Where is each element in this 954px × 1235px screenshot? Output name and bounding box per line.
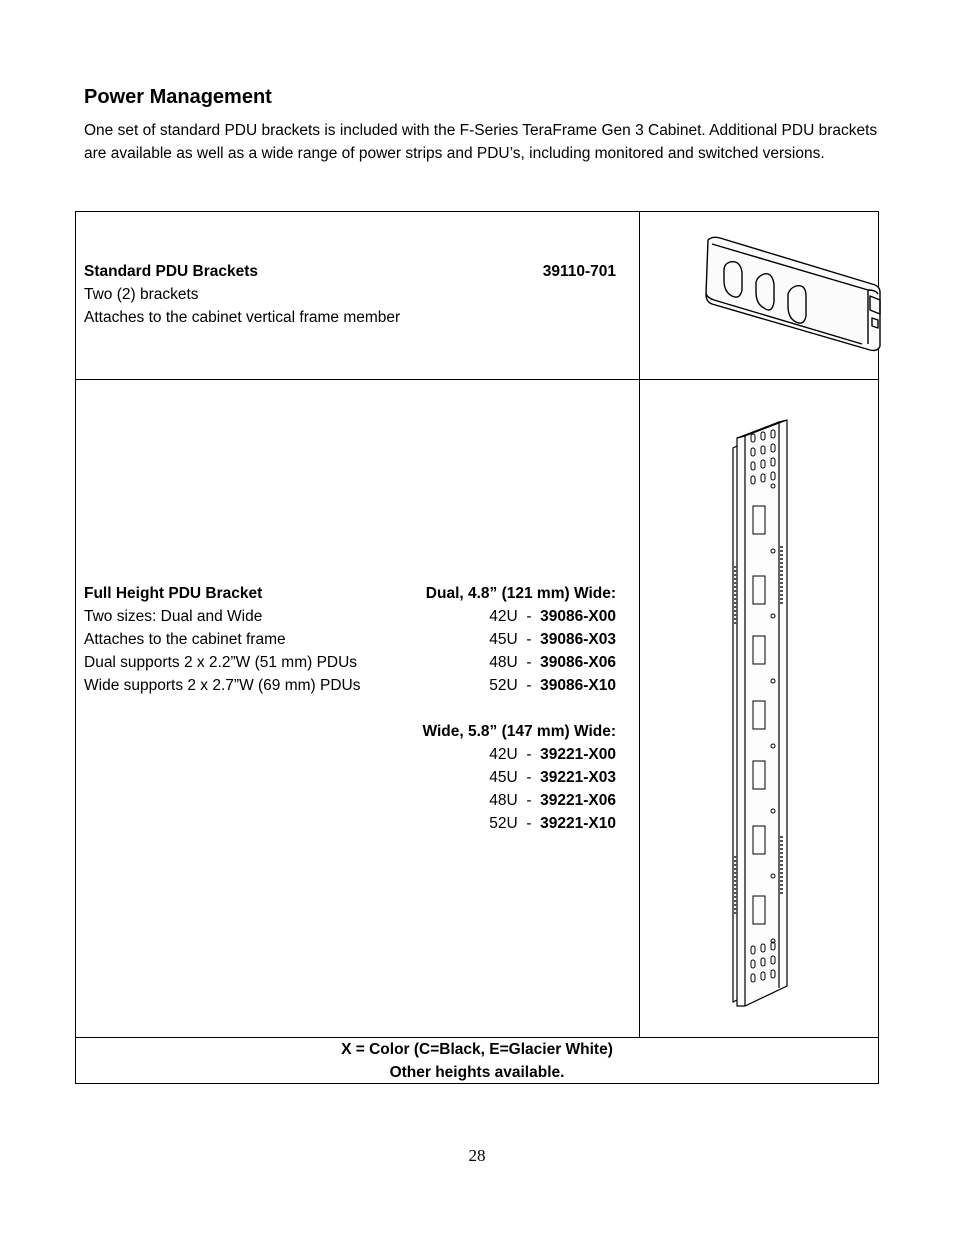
row-divider <box>76 379 878 380</box>
part-row <box>376 789 616 812</box>
size-label: 52U <box>489 677 518 694</box>
part-number: 39086-X03 <box>540 631 616 648</box>
standard-bracket-name: Standard PDU Brackets <box>84 263 259 280</box>
wide-header: Wide, 5.8” (147 mm) Wide: <box>422 723 616 740</box>
part-number: 39221-X06 <box>540 792 616 809</box>
full-height-bracket-line: Dual supports 2 x 2.2”W (51 mm) PDUs <box>84 654 358 671</box>
standard-pdu-bracket-image <box>702 234 894 356</box>
full-height-pdu-bracket-image <box>729 416 793 1010</box>
size-label: 42U <box>489 608 518 625</box>
standard-bracket-part: 39110-701 <box>542 263 616 280</box>
page-number: 28 <box>468 1146 486 1165</box>
standard-bracket-cell <box>84 260 616 329</box>
separator: - <box>526 631 532 648</box>
full-height-bracket-line: Wide supports 2 x 2.7”W (69 mm) PDUs <box>84 677 361 694</box>
full-height-bracket-description <box>84 582 404 697</box>
size-label: 48U <box>489 654 518 671</box>
table-footer <box>76 1038 878 1084</box>
full-height-bracket-line: Two sizes: Dual and Wide <box>84 608 263 625</box>
part-row <box>376 628 616 651</box>
full-height-bracket-line: Attaches to the cabinet frame <box>84 631 286 648</box>
separator: - <box>526 792 532 809</box>
separator: - <box>526 608 532 625</box>
heights-note: Other heights available. <box>389 1064 565 1081</box>
part-number: 39221-X10 <box>540 815 616 832</box>
standard-bracket-line: Two (2) brackets <box>84 286 199 303</box>
part-number: 39221-X00 <box>540 746 616 763</box>
separator: - <box>526 769 532 786</box>
part-row <box>376 674 616 697</box>
size-label: 45U <box>489 769 518 786</box>
intro-paragraph: One set of standard PDU brackets is included with the F-Series TeraFrame Gen 3 Cabinet. Additional PDU brackets are available as well as a wide range of power strips and PDU’s, including monitored and switched versions. <box>84 122 878 162</box>
size-label: 45U <box>489 631 518 648</box>
part-row <box>376 605 616 628</box>
color-note: X = Color (C=Black, E=Glacier White) <box>341 1041 613 1058</box>
part-row <box>376 651 616 674</box>
standard-bracket-line: Attaches to the cabinet vertical frame member <box>84 309 401 326</box>
separator: - <box>526 746 532 763</box>
size-label: 42U <box>489 746 518 763</box>
part-number: 39086-X10 <box>540 677 616 694</box>
column-divider <box>639 212 640 1037</box>
part-number: 39221-X03 <box>540 769 616 786</box>
separator: - <box>526 815 532 832</box>
size-label: 52U <box>489 815 518 832</box>
separator: - <box>526 677 532 694</box>
full-height-bracket-parts <box>376 582 616 835</box>
dual-header: Dual, 4.8” (121 mm) Wide: <box>425 585 616 602</box>
size-label: 48U <box>489 792 518 809</box>
part-row <box>376 766 616 789</box>
product-table <box>75 211 879 1084</box>
section-title: Power Management <box>84 86 272 108</box>
part-row <box>376 743 616 766</box>
part-number: 39086-X00 <box>540 608 616 625</box>
full-height-bracket-name: Full Height PDU Bracket <box>84 585 263 602</box>
part-row <box>376 812 616 835</box>
separator: - <box>526 654 532 671</box>
part-number: 39086-X06 <box>540 654 616 671</box>
